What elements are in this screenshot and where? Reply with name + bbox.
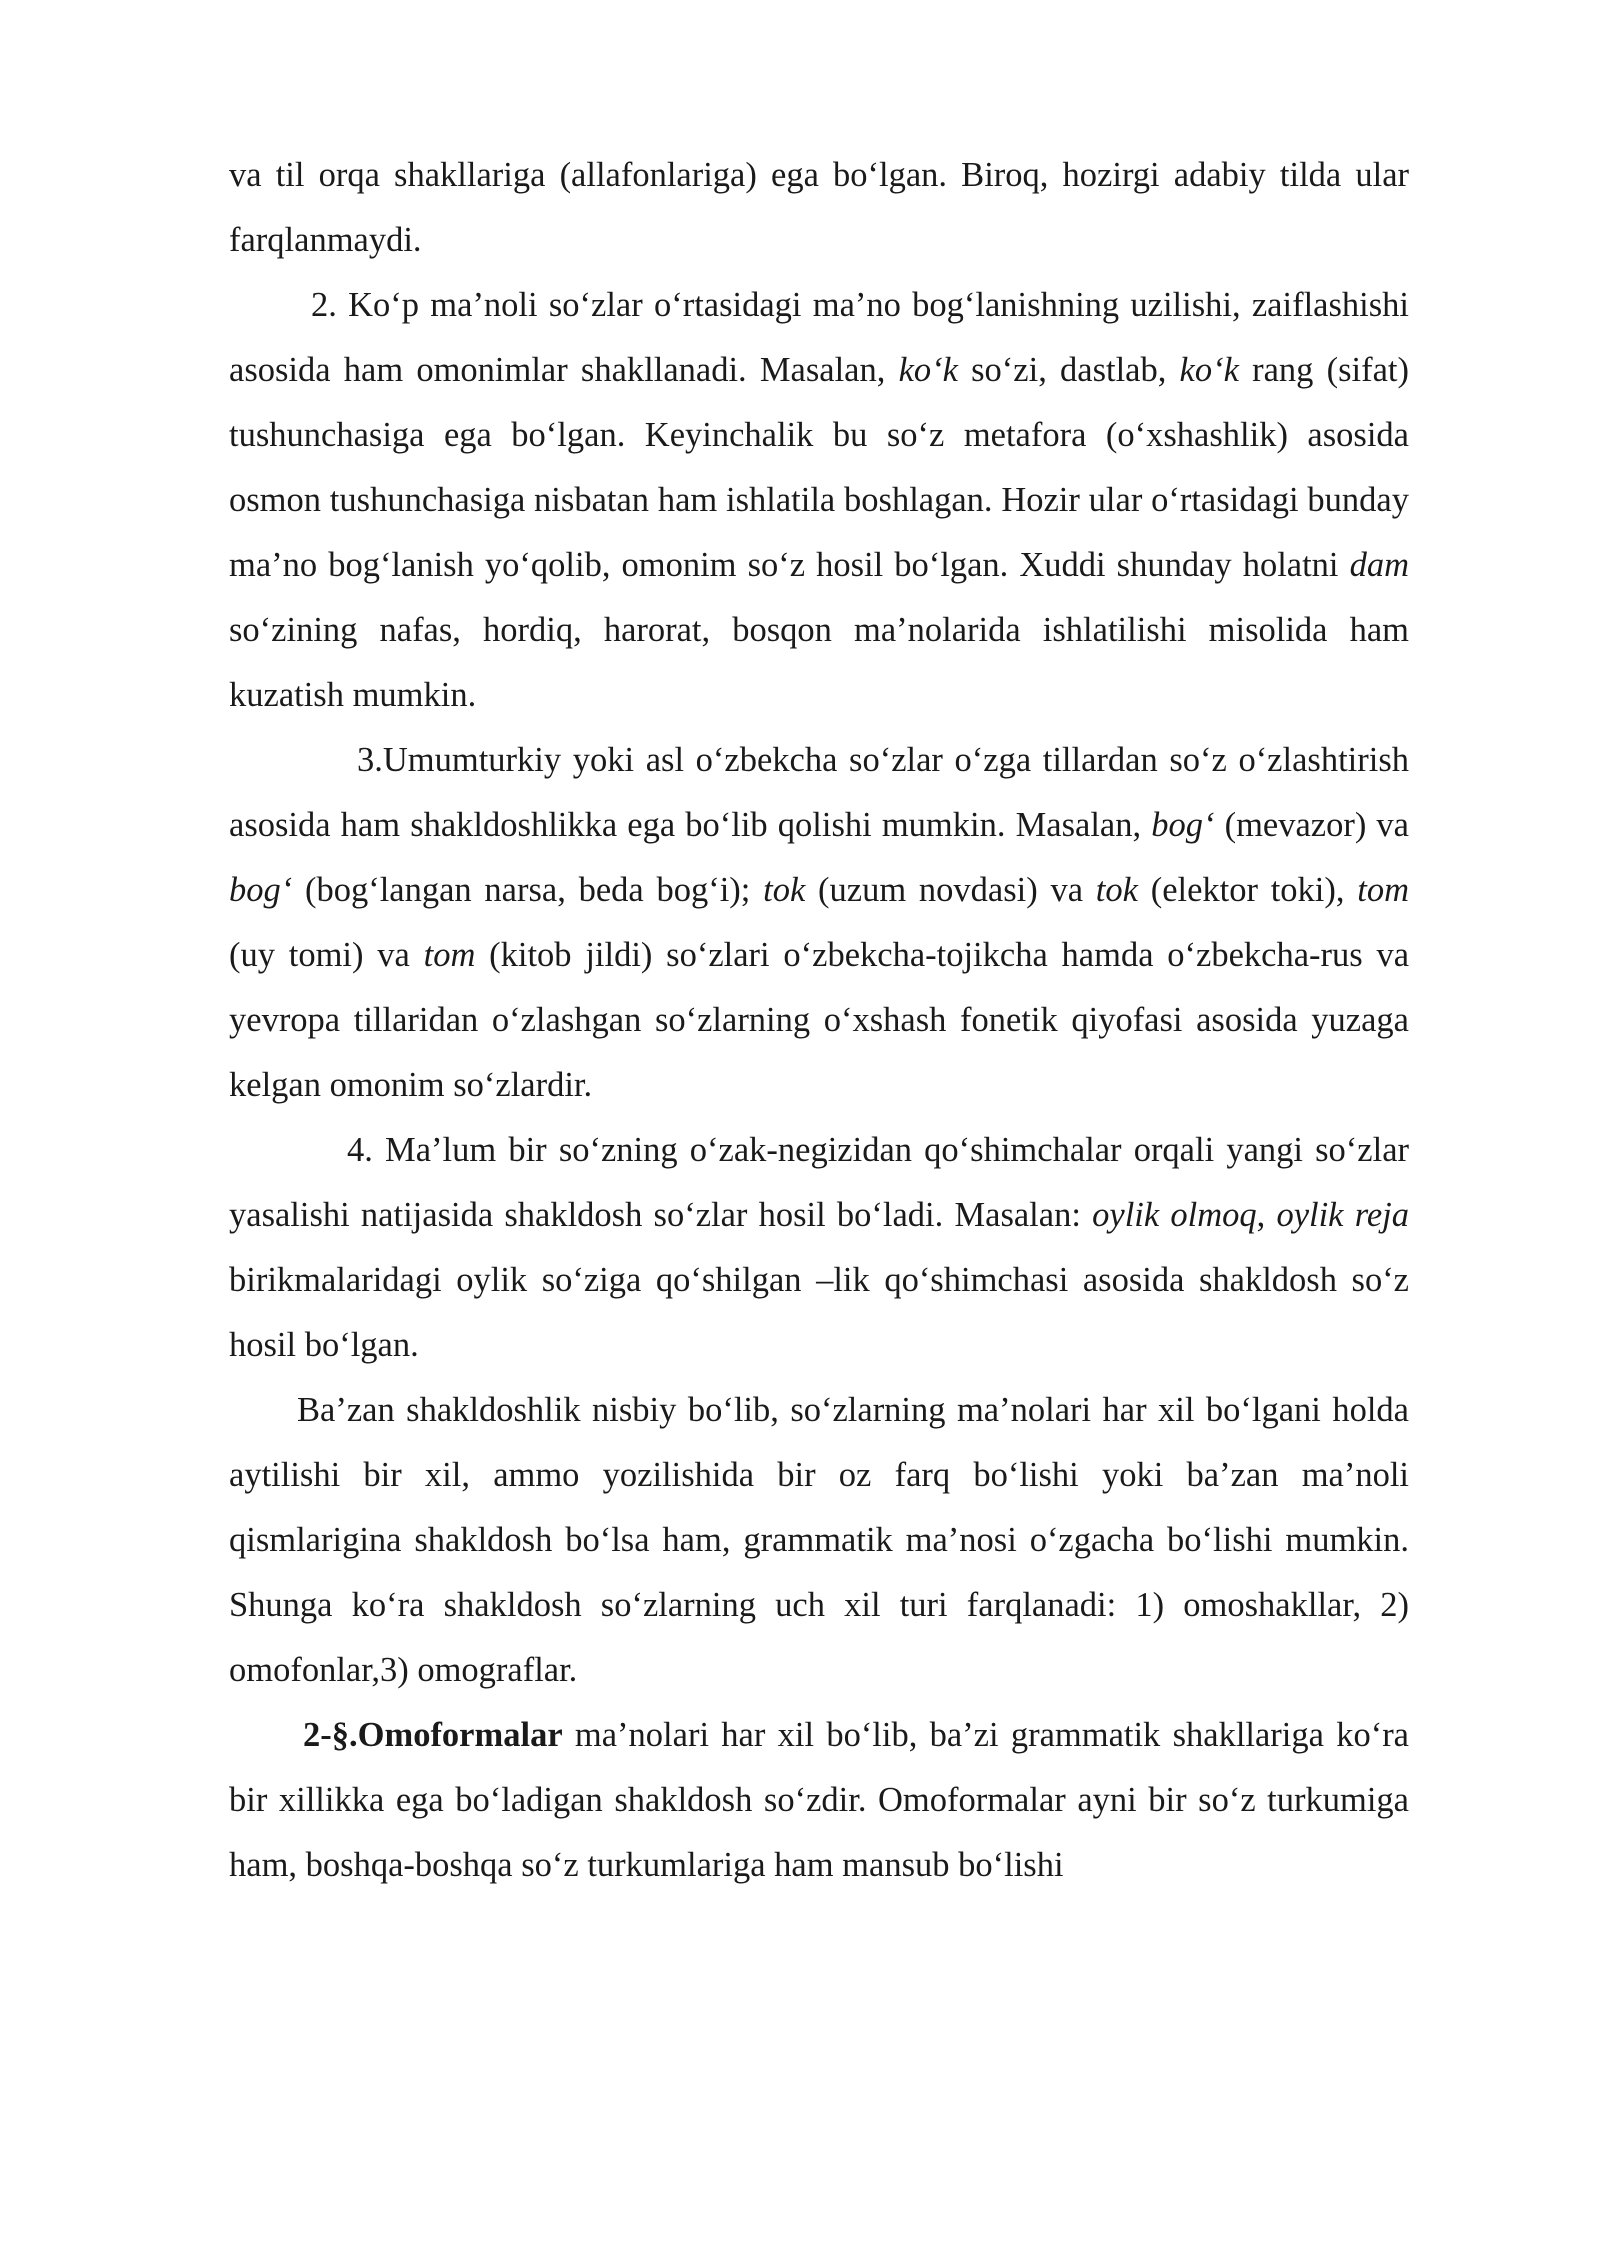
text-run: birikmalaridagi oylik so‘ziga qo‘shilgan –lik qo‘shimchasi asosida shakldosh so‘z hosil bo‘lgan. <box>229 1261 1409 1364</box>
paragraph-section-omoformalar <box>229 1703 1409 1898</box>
text-run: (elektor toki), <box>1137 871 1358 909</box>
paragraph-continuation <box>229 143 1409 273</box>
text-run: 3.Umumturkiy yoki asl o‘zbekcha so‘zlar o‘zga tillardan so‘z o‘zlashtirish asosida ham shakldoshlikka ega bo‘lib qolishi mumkin. Masalan, <box>229 741 1409 844</box>
italic-term: ko‘k <box>1179 351 1239 389</box>
italic-term: oylik olmoq <box>1092 1196 1257 1234</box>
paragraph-point-4 <box>229 1118 1409 1378</box>
document-body <box>229 143 1409 1898</box>
text-run: (uzum novdasi) va <box>805 871 1096 909</box>
italic-term: dam <box>1349 546 1409 584</box>
text-run: rang (sifat) tushunchasiga ega bo‘lgan. Keyinchalik bu so‘z metafora (o‘xshashlik) asosida osmon tushunchasiga nisbatan ham ishlatila boshlagan. Hozir ular o‘rtasidagi bunday ma’no bog‘lanish yo‘qolib, omonim so‘z hosil bo‘lgan. Xuddi shunday holatni <box>229 351 1409 584</box>
text-run: so‘zining nafas, hordiq, harorat, bosqon ma’nolarida ishlatilishi misolida ham kuzatish mumkin. <box>229 611 1409 714</box>
paragraph-point-2 <box>229 273 1409 728</box>
text-run: (bog‘langan narsa, beda bog‘i); <box>292 871 764 909</box>
paragraph-shakldoshlik <box>229 1378 1409 1703</box>
italic-term: bog‘ <box>1151 806 1215 844</box>
italic-term: tom <box>423 936 476 974</box>
text-run: , <box>1256 1196 1277 1234</box>
text-run: 2. Ko‘p ma’noli so‘zlar o‘rtasidagi ma’no bog‘lanishning uzilishi, zaiflashishi asosida ham omonimlar shakllanadi. Masalan, <box>229 286 1409 389</box>
text-run: (uy tomi) va <box>229 936 424 974</box>
italic-term: ko‘k <box>898 351 958 389</box>
italic-term: bog‘ <box>229 871 293 909</box>
paragraph-point-3 <box>229 728 1409 1118</box>
italic-term: oylik reja <box>1276 1196 1409 1234</box>
italic-term: tok <box>763 871 806 909</box>
paragraph-text: Ba’zan shakldoshlik nisbiy bo‘lib, so‘zlarning ma’nolari har xil bo‘lgani holda aytilishi bir xil, ammo yozilishida bir oz farq bo‘lishi yoki ba’zan ma’noli qismlarigina shakldosh bo‘lsa ham, grammatik ma’nosi o‘zgacha bo‘lishi mumkin. Shunga ko‘ra shakldosh so‘zlarning uch xil turi farqlanadi: 1) omoshakllar, 2) omofonlar,3) omograflar. <box>229 1391 1409 1689</box>
text-run: (kitob jildi) so‘zlari o‘zbekcha-tojikcha hamda o‘zbekcha-rus va yevropa tillaridan o‘zlashgan so‘zlarning o‘xshash fonetik qiyofasi asosida yuzaga kelgan omonim so‘zlardir. <box>229 936 1410 1104</box>
text-run: so‘zi, dastlab, <box>957 351 1180 389</box>
text-run: ma’nolari har xil bo‘lib, ba’zi grammatik shakllariga ko‘ra bir xillikka ega bo‘ladigan shakldosh so‘zdir. Omoformalar ayni bir so‘z turkumiga ham, boshqa-boshqa so‘z turkumlariga ham mansub bo‘lishi <box>229 1716 1409 1884</box>
text-run: 4. Ma’lum bir so‘zning o‘zak-negizidan qo‘shimchalar orqali yangi so‘zlar yasalishi natijasida shakldosh so‘zlar hosil bo‘ladi. Masalan: <box>229 1131 1409 1234</box>
italic-term: tom <box>1357 871 1410 909</box>
text-run: (mevazor) va <box>1214 806 1409 844</box>
italic-term: tok <box>1095 871 1138 909</box>
paragraph-text: va til orqa shakllariga (allafonlariga) ega bo‘lgan. Biroq, hozirgi adabiy tilda ular farqlanmaydi. <box>229 156 1409 259</box>
section-heading: 2-§.Omoformalar <box>303 1716 563 1754</box>
